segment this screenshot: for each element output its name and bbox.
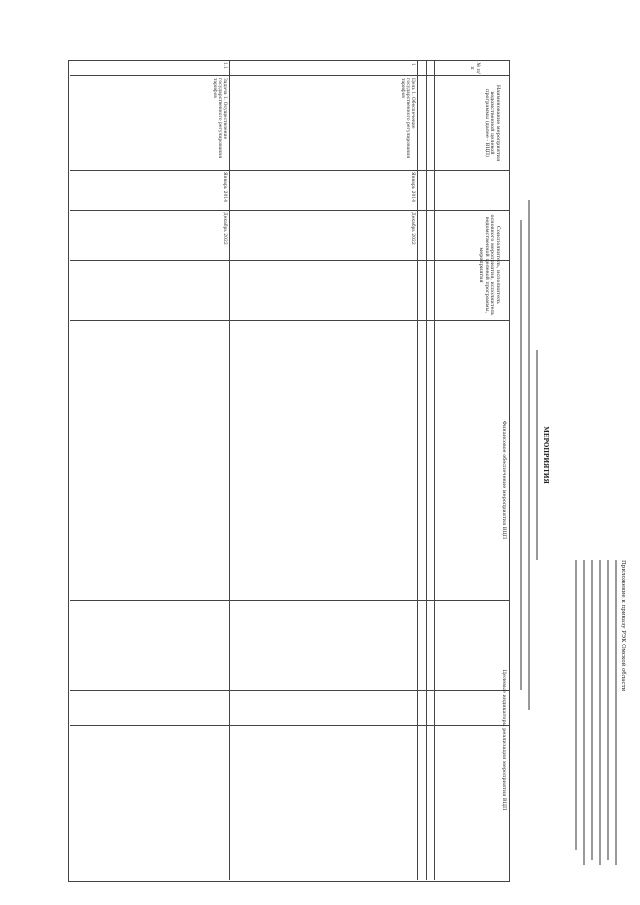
col-header-name: Наименование мероприятия ведомственной целевой программы (далее - ВЦП) [484, 84, 501, 162]
col-header-no: № п/п [469, 62, 481, 74]
row-1-1-name: Задача 1. Осуществление государственного регулирования тарифов [212, 78, 227, 159]
col-header-financing: Финансовое обеспечение мероприятия ВЦП [501, 420, 507, 540]
row-1-from: Январь 2014 [410, 172, 415, 203]
approval-line-1: Приложение к приказу РЭК Омской области [620, 560, 626, 692]
row-1-name: Цель 1. Обеспечение государственного регулирования тарифов [400, 78, 415, 159]
row-1-1-from: Январь 2014 [222, 172, 227, 203]
row-1-to: Декабрь 2022 [410, 212, 415, 245]
row-1-1-to: Декабрь 2022 [222, 212, 227, 245]
measures-table [68, 60, 510, 882]
row-1-1-no: 1.1 [222, 62, 227, 70]
row-1-no: 1 [410, 63, 415, 66]
col-header-responsible: Соисполнитель, исполнитель основного мероприятия, исполнитель ведомственной целевой программы, мероприятия [478, 214, 501, 316]
document-title: МЕРОПРИЯТИЯ [542, 426, 549, 484]
col-header-indicators: Целевые индикаторы реализации мероприятия ВЦП [501, 669, 507, 811]
